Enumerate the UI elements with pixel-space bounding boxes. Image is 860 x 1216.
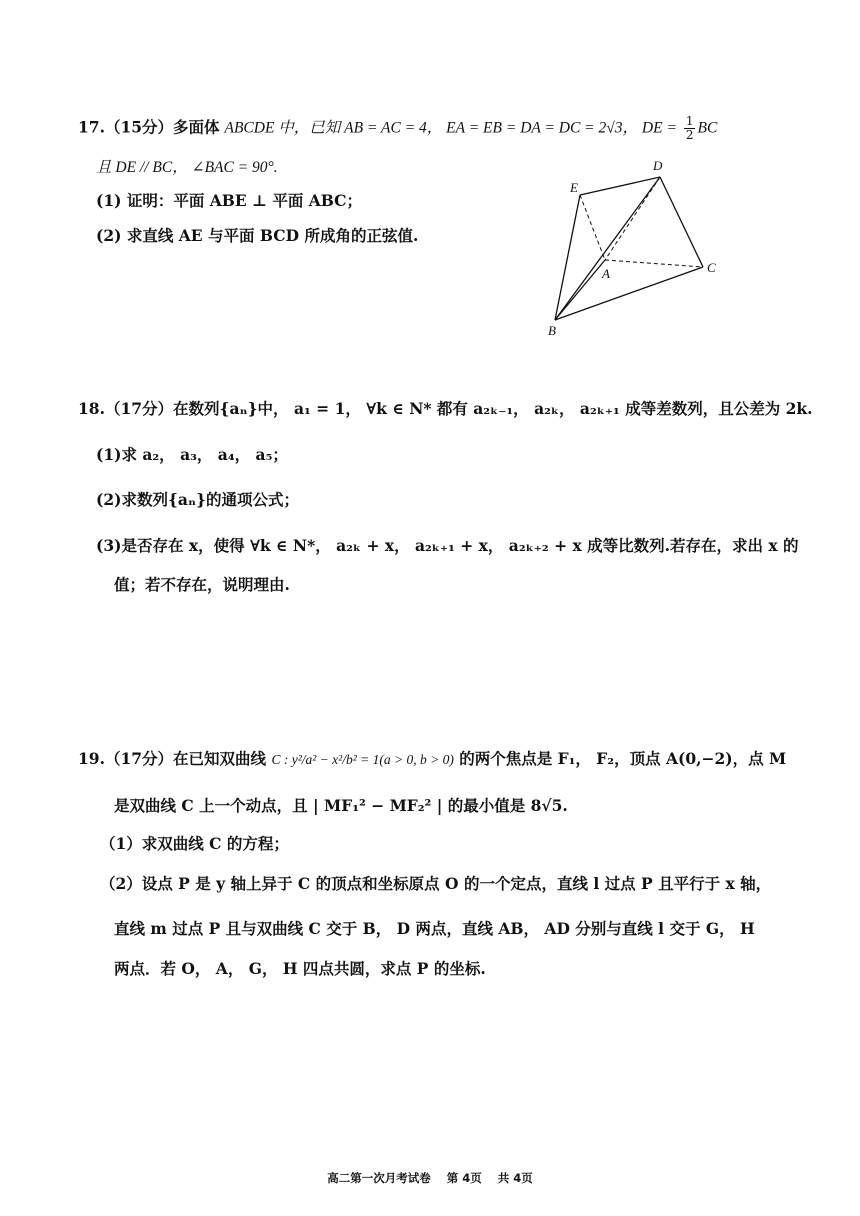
footer-page-number: 第 4页 bbox=[446, 1171, 482, 1185]
edge-AC bbox=[605, 260, 703, 267]
page-footer bbox=[0, 1170, 860, 1186]
edge-DA bbox=[605, 177, 660, 260]
label-D: D bbox=[653, 158, 663, 173]
q19-part1: （1）求双曲线 C 的方程； bbox=[100, 834, 289, 853]
footer-exam-title: 高二第一次月考试卷 bbox=[327, 1171, 431, 1185]
q18-part3-line2: 值；若不存在，说明理由. bbox=[114, 575, 290, 594]
label-C: C bbox=[707, 260, 716, 275]
q18-line1: 18.（17分）在数列{aₙ}中， a₁ = 1， ∀k ∈ N* 都有 a₂ₖ₋₁， a₂ₖ， a₂ₖ₊₁ 成等差数列，且公差为 2k. bbox=[78, 399, 813, 418]
q17-fraction bbox=[684, 115, 696, 142]
q17-conditions: ABCDE 中，已知 AB = AC = 4， EA = EB = DA = DC = 2√3， DE = bbox=[224, 119, 677, 137]
q17-score: （15分）多面体 bbox=[104, 117, 220, 137]
q17-frac-den: 2 bbox=[685, 128, 694, 142]
q19-line1-tail: 的两个焦点是 F₁， F₂，顶点 A(0,−2)，点 M bbox=[459, 749, 787, 768]
q19-line1 bbox=[78, 748, 786, 771]
label-A: A bbox=[602, 266, 610, 281]
q19-line2: 是双曲线 C 上一个动点，且 | MF₁² − MF₂² | 的最小值是 8√5. bbox=[114, 796, 568, 815]
label-E: E bbox=[570, 180, 578, 195]
q18-part3-line1: (3)是否存在 x，使得 ∀k ∈ N*， a₂ₖ + x， a₂ₖ₊₁ + x， a₂ₖ₊₂ + x 成等比数列.若存在，求出 x 的 bbox=[96, 536, 799, 555]
edge-EA bbox=[580, 195, 605, 260]
q17-part1: (1) 证明：平面 ABE ⊥ 平面 ABC； bbox=[96, 191, 363, 210]
edge-BE bbox=[555, 195, 580, 320]
q19-part2-line2: 直线 m 过点 P 且与双曲线 C 交于 B， D 两点，直线 AB， AD 分别与直线 l 交于 G， H bbox=[114, 919, 755, 938]
footer-total-pages: 共 4页 bbox=[497, 1171, 533, 1185]
q18-part2: (2)求数列{aₙ}的通项公式； bbox=[96, 490, 299, 509]
q19-hyperbola-equation: C : y²/a² − x²/b² = 1(a > 0, b > 0) bbox=[271, 752, 454, 767]
q19-line1-head: 19.（17分）在已知双曲线 bbox=[78, 749, 267, 768]
label-B: B bbox=[548, 323, 556, 338]
q17-number: 17. bbox=[78, 117, 105, 137]
q17-line1-tail: BC bbox=[697, 119, 718, 137]
polyhedron-figure bbox=[540, 150, 740, 340]
edge-DC bbox=[660, 177, 703, 267]
q17-frac-num: 1 bbox=[685, 114, 694, 128]
q17-part2: (2) 求直线 AE 与平面 BCD 所成角的正弦值. bbox=[96, 226, 419, 245]
q19-part2-line3: 两点．若 O， A， G， H 四点共圆，求点 P 的坐标. bbox=[114, 959, 486, 978]
q18-part1: (1)求 a₂， a₃， a₄， a₅； bbox=[96, 445, 288, 464]
edge-BD bbox=[555, 177, 660, 320]
q17-line1 bbox=[78, 115, 717, 142]
q19-part2-line1: （2）设点 P 是 y 轴上异于 C 的顶点和坐标原点 O 的一个定点，直线 l 过点 P 且平行于 x 轴， bbox=[100, 874, 772, 893]
q17-line2: 且 DE // BC， ∠BAC = 90°. bbox=[96, 159, 278, 176]
